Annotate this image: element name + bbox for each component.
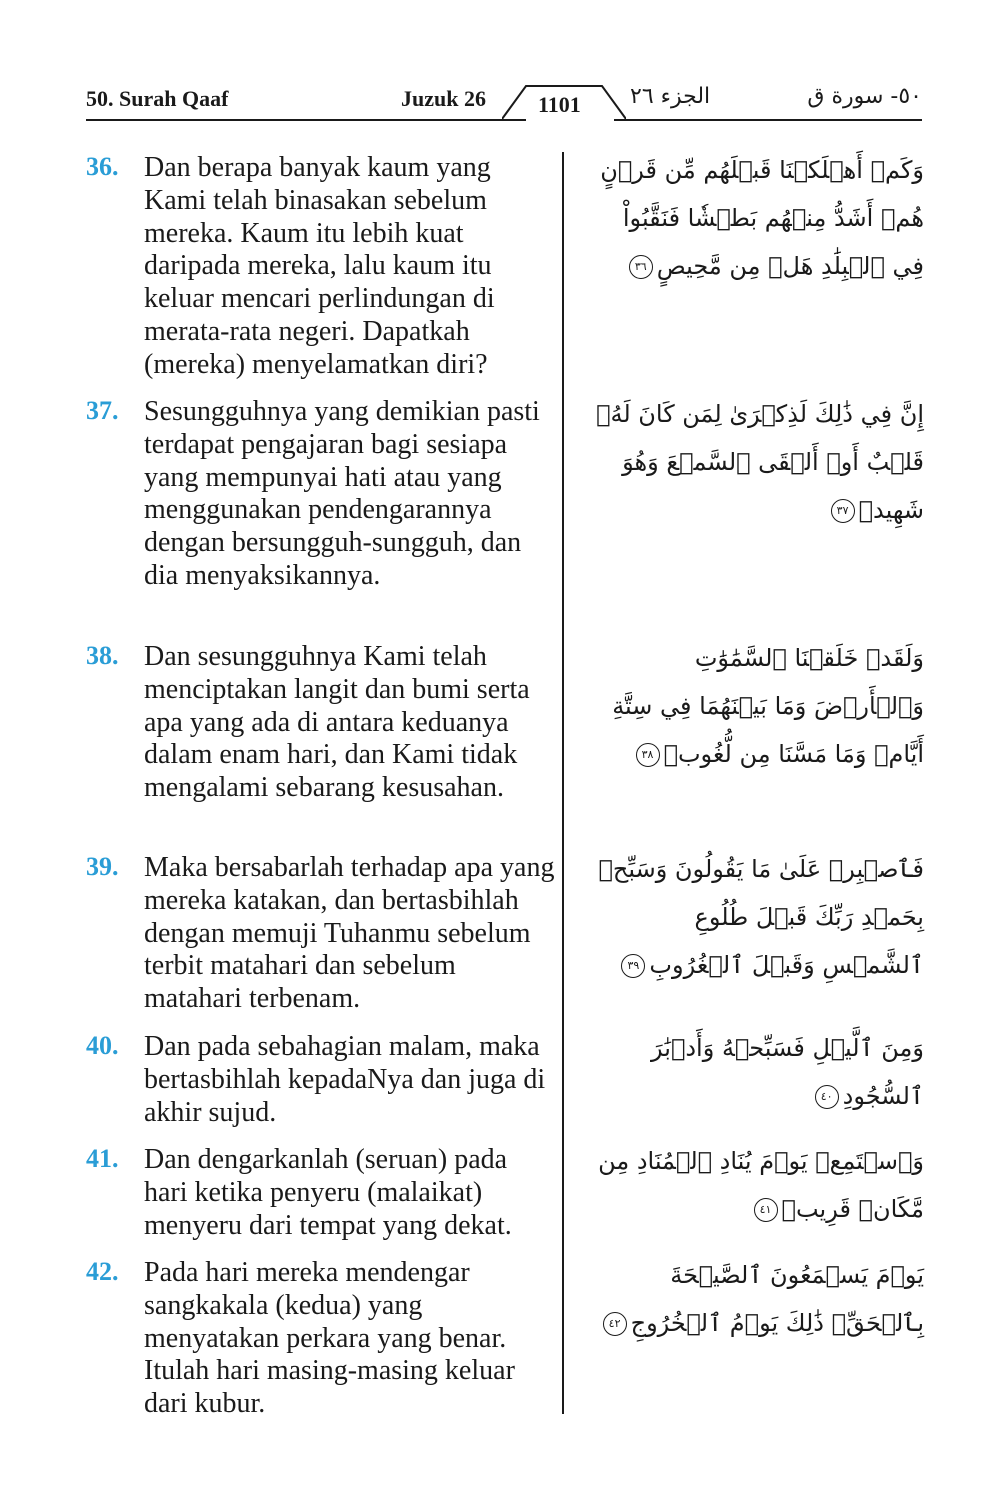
arabic-text: فَٱصۡبِرۡ عَلَىٰ مَا يَقُولُونَ وَسَبِّحۡ بِحَمۡدِ رَبِّكَ قَبۡلَ طُلُوعِ ٱلشَّمۡسِ وَقَبۡلَ ٱلۡغُرُوبِ	[598, 855, 924, 979]
ayah-number-marker: ٣٧	[831, 499, 855, 523]
arabic-text: وَلَقَدۡ خَلَقۡنَا ٱلسَّمَٰوَٰتِ وَٱلۡأَرۡضَ وَمَا بَيۡنَهُمَا فِي سِتَّةِ أَيَّامٖ وَمَا مَسَّنَا مِن لُّغُوبٖ	[612, 644, 924, 768]
ayah-number-marker: ٣٩	[621, 954, 645, 978]
verse-number: 42.	[86, 1257, 119, 1286]
verse-40-arabic	[592, 1024, 924, 1120]
verse-text: Pada hari mereka mendengar sangkakala (kedua) yang menyatakan perkara yang benar. Itulah hari masing-masing keluar dari kubur.	[144, 1257, 515, 1420]
verse-number: 40.	[86, 1031, 119, 1060]
column-divider	[562, 152, 564, 1414]
verse-text: Dan sesungguhnya Kami telah menciptakan langit dan bumi serta apa yang ada di antara keduanya dalam enam hari, dan Kami tidak mengalami sebarang kesusahan.	[144, 641, 530, 804]
arabic-text: إِنَّ فِي ذَٰلِكَ لَذِكۡرَىٰ لِمَن كَانَ لَهُۥ قَلۡبٌ أَوۡ أَلۡقَى ٱلسَّمۡعَ وَهُوَ شَهِيدٞ	[596, 400, 924, 524]
ayah-number-marker: ٣٨	[636, 743, 660, 767]
verse-number: 41.	[86, 1144, 119, 1173]
verse-text: Dan berapa banyak kaum yang Kami telah binasakan sebelum mereka. Kaum itu lebih kuat daripada mereka, lalu kaum itu keluar mencari perlindungan di merata-rata negeri. Dapatkah (mereka) menyelamatkan diri?	[144, 152, 495, 380]
verse-36-arabic	[592, 146, 924, 290]
verse-38-arabic	[592, 634, 924, 778]
verse-37-arabic	[592, 390, 924, 534]
arabic-text: وَكَمۡ أَهۡلَكۡنَا قَبۡلَهُم مِّن قَرۡنٍ هُمۡ أَشَدُّ مِنۡهُم بَطۡشٗا فَنَقَّبُواْ فِي ٱلۡبِلَٰدِ هَلۡ مِن مَّحِيصٍ	[600, 156, 924, 280]
page-number: 1101	[538, 92, 581, 117]
verse-text: Dan dengarkanlah (seruan) pada hari ketika penyeru (malaikat) menyeru dari tempat yang dekat.	[144, 1144, 512, 1241]
surah-title-arabic: ٥٠- سورة ق	[807, 84, 922, 109]
juz-label-latin: Juzuk 26	[401, 86, 486, 111]
ayah-number-marker: ٣٦	[629, 255, 653, 279]
surah-title-latin: 50. Surah Qaaf	[86, 86, 229, 111]
verse-text: Maka bersabarlah terhadap apa yang mereka katakan, dan bertasbihlah dengan memuji Tuhanmu sebelum terbit matahari dan sebelum matahari terbenam.	[144, 852, 555, 1015]
verse-number: 38.	[86, 641, 119, 670]
page-header	[86, 84, 922, 120]
verse-39-arabic	[592, 845, 924, 989]
verse-number: 39.	[86, 852, 119, 881]
arabic-text: يَوۡمَ يَسۡمَعُونَ ٱلصَّيۡحَةَ بِٱلۡحَقِّۚ ذَٰلِكَ يَوۡمُ ٱلۡخُرُوجِ	[630, 1261, 924, 1337]
verse-text: Sesungguhnya yang demikian pasti terdapat pengajaran bagi sesiapa yang mempunyai hati atau yang menggunakan pendengarannya dengan bersungguh-sungguh, dan dia menyaksikannya.	[144, 396, 540, 591]
arabic-text: وَٱسۡتَمِعۡ يَوۡمَ يُنَادِ ٱلۡمُنَادِ مِن مَّكَانٖ قَرِيبٖ	[598, 1147, 924, 1223]
ayah-number-marker: ٤٢	[603, 1312, 627, 1336]
header-rule-right	[614, 119, 922, 121]
verse-number: 36.	[86, 152, 119, 181]
verse-41-arabic	[592, 1137, 924, 1233]
verse-text: Dan pada sebahagian malam, maka bertasbihlah kepadaNya dan juga di akhir sujud.	[144, 1031, 546, 1128]
arabic-text: وَمِنَ ٱلَّيۡلِ فَسَبِّحۡهُ وَأَدۡبَٰرَ ٱلسُّجُودِ	[651, 1034, 924, 1110]
verse-42-arabic	[592, 1251, 924, 1347]
ayah-number-marker: ٤٠	[815, 1085, 839, 1109]
ayah-number-marker: ٤١	[754, 1198, 778, 1222]
verse-number: 37.	[86, 396, 119, 425]
header-rule-left	[86, 119, 526, 121]
juz-label-arabic: الجزء ٢٦	[630, 84, 711, 109]
